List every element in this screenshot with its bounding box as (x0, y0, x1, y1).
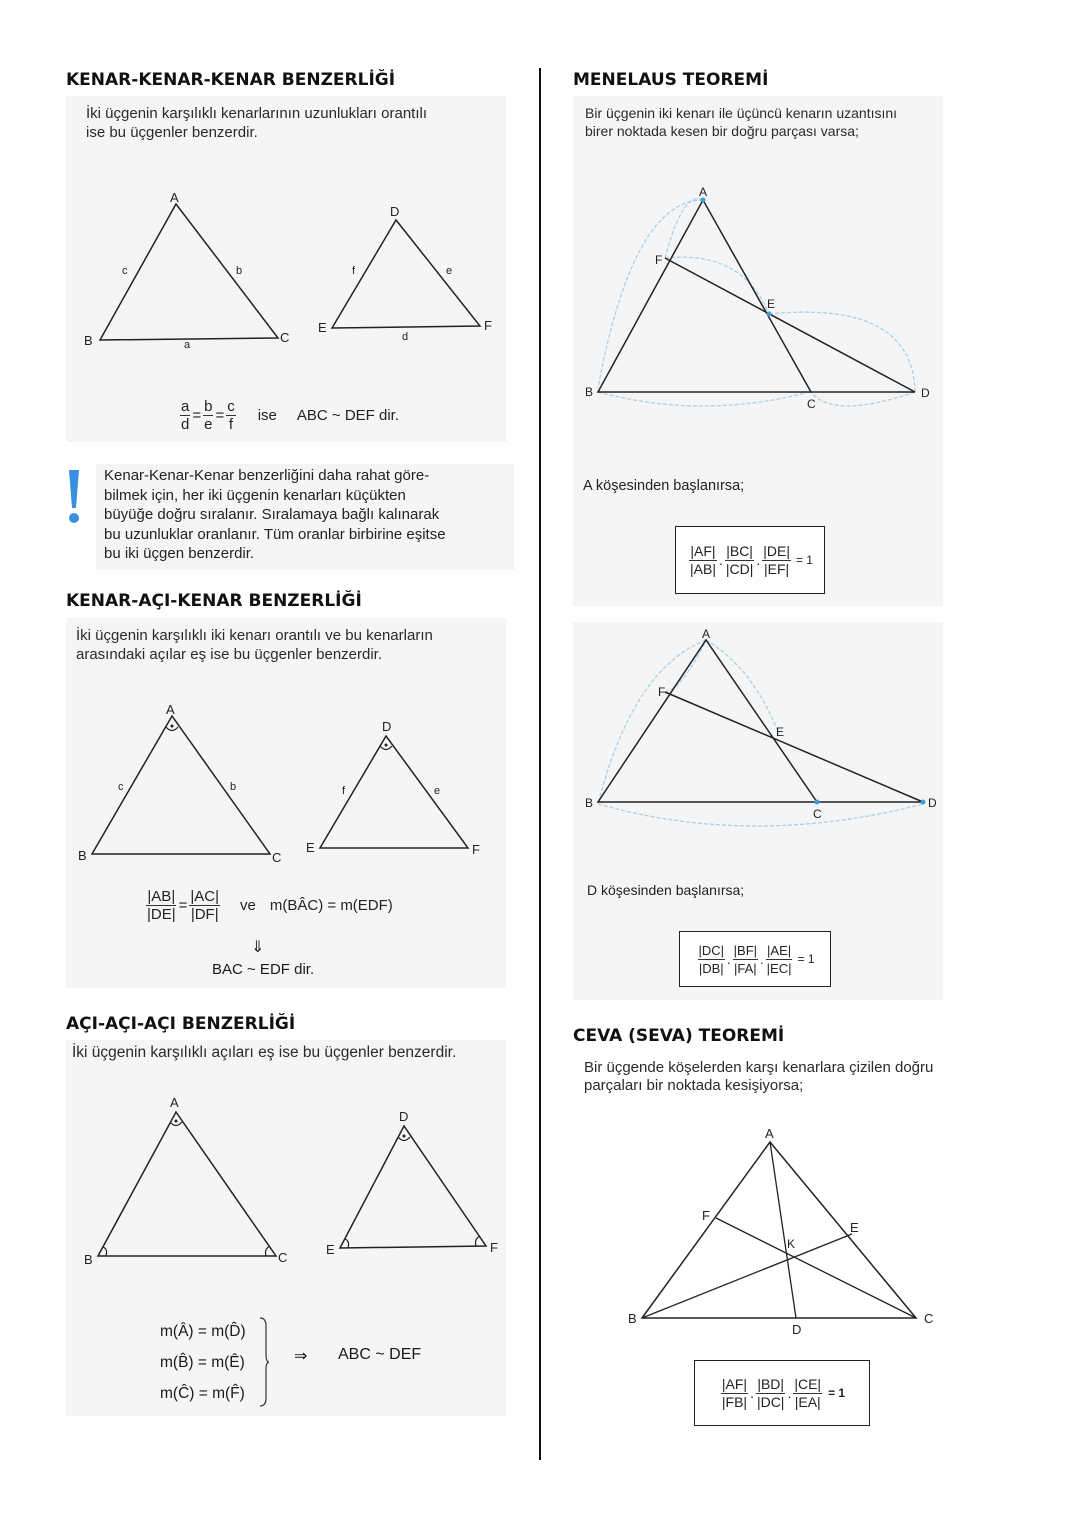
menelaus-figure-2 (573, 628, 943, 828)
equals: = (215, 407, 225, 424)
equals-one: = 1 (795, 553, 813, 567)
label-c: C (280, 330, 290, 345)
label-a: A (170, 1095, 179, 1110)
angle-equality-a-d: m(Â) = m(D̂) (160, 1323, 246, 1340)
sas-angle-equality: m(BÂC) = m(EDF) (269, 897, 393, 914)
fraction (756, 1376, 786, 1411)
aaa-title: AÇI-AÇI-AÇI BENZERLİĞİ (66, 1014, 296, 1034)
num: |BC| (726, 542, 753, 559)
side-b: b (230, 781, 237, 793)
num: |BF| (733, 942, 758, 958)
angle-equality-c-f: m(Ĉ) = m(F̂) (160, 1385, 245, 1402)
cevian-be (642, 1234, 852, 1318)
arc (598, 392, 809, 406)
num: |AC| (190, 888, 220, 905)
label-c: C (807, 397, 816, 411)
arc (665, 199, 703, 258)
num: |BD| (757, 1375, 785, 1392)
menelaus-formula-d (679, 931, 831, 987)
num: |AF| (721, 1375, 748, 1392)
side-e: e (446, 265, 453, 277)
sas-title: KENAR-AÇI-KENAR BENZERLİĞİ (66, 591, 362, 611)
angle-mark-d (398, 1137, 410, 1141)
label-f: F (484, 318, 492, 333)
aaa-result: ABC ~ DEF (338, 1346, 422, 1363)
equals-one: = 1 (828, 1386, 846, 1400)
menelaus-title: MENELAUS TEOREMİ (573, 70, 769, 90)
den: |DE| (147, 906, 176, 923)
note-line: bilmek için, her iki üçgenin kenarları küçükten (104, 486, 406, 504)
equals-one: = 1 (797, 952, 815, 966)
label-d: D (399, 1109, 409, 1124)
sas-triangles (66, 700, 506, 870)
arc (706, 640, 779, 734)
fraction-ac-df (189, 888, 220, 923)
label-b: B (585, 796, 594, 810)
note-line: bu uzunluklar oranlanır. Tüm oranlar birbirine eşitse (104, 525, 446, 543)
label-a: A (699, 185, 708, 199)
right-brace (258, 1316, 270, 1408)
sas-text-line1: İki üçgenin karşılıklı iki kenarı orantılı ve bu kenarların (76, 627, 433, 644)
sss-result: ABC ~ DEF dir. (296, 407, 400, 424)
ceva-title: CEVA (SEVA) TEOREMİ (573, 1026, 785, 1046)
side-c: c (118, 781, 124, 793)
angle-dot (403, 1135, 406, 1138)
label-d: D (792, 1322, 802, 1337)
angle-dot (385, 744, 388, 747)
menelaus-text-line2: birer noktada kesen bir doğru parçası varsa; (585, 123, 859, 139)
label-b: B (628, 1311, 637, 1326)
den: |DB| (698, 960, 724, 976)
point-c (815, 800, 820, 805)
label-k: K (787, 1237, 796, 1251)
fraction-ab-de (146, 888, 177, 923)
sas-text-line2: arasındaki açılar eş ise bu üçgenler benzerdir. (76, 646, 383, 663)
side-d: d (402, 331, 409, 343)
ceva-figure (620, 1120, 940, 1340)
angle-mark-e (345, 1239, 349, 1248)
label-e: E (850, 1220, 859, 1235)
triangle-abc (98, 1112, 276, 1256)
menelaus-figure-1 (573, 180, 943, 420)
triangle-def (340, 1126, 486, 1248)
label-f: F (702, 1208, 710, 1223)
angle-equality-b-e: m(B̂) = m(Ê) (160, 1354, 245, 1371)
side-c: c (122, 265, 128, 277)
fraction (793, 1376, 822, 1411)
num: c (227, 398, 235, 415)
num: |DC| (698, 942, 725, 958)
label-c: C (924, 1311, 934, 1326)
sss-triangles (66, 180, 506, 360)
den: d (181, 416, 190, 433)
sas-result: BAC ~ EDF dir. (212, 961, 315, 978)
point-d (921, 800, 926, 805)
fraction (698, 942, 726, 977)
label-d: D (382, 719, 392, 734)
start-a-text: A köşesinden başlanırsa; (583, 478, 745, 494)
den: |FB| (721, 1393, 748, 1410)
sas-description (76, 626, 433, 664)
label-d: D (928, 796, 937, 810)
angle-mark-a (166, 727, 178, 731)
fraction-a-d (180, 398, 190, 433)
note-line: bu iki üçgen benzerdir. (104, 545, 255, 562)
label-a: A (170, 190, 179, 205)
den: e (204, 416, 213, 433)
cevian-cf (716, 1218, 916, 1318)
num: |AE| (767, 942, 792, 958)
sss-title: KENAR-KENAR-KENAR BENZERLİĞİ (66, 70, 396, 90)
label-b: B (78, 848, 87, 863)
fraction (766, 942, 793, 977)
transversal-fd (665, 692, 923, 802)
label-a: A (765, 1126, 774, 1141)
sss-formula (178, 398, 399, 433)
sss-text-line2: ise bu üçgenler benzerdir. (86, 124, 258, 141)
ve-text: ve (240, 897, 256, 914)
side-e: e (434, 785, 441, 797)
num: |AB| (147, 888, 176, 905)
fraction-b-e (203, 398, 213, 433)
fraction (762, 543, 791, 578)
equals: = (178, 897, 188, 914)
den: |DF| (190, 906, 219, 923)
angle-mark-a (170, 1122, 182, 1126)
num: |DE| (763, 542, 790, 559)
exclamation-icon (66, 468, 82, 526)
num: |AF| (690, 542, 716, 559)
angle-dot (175, 1120, 178, 1123)
ceva-description (584, 1059, 933, 1095)
label-b: B (585, 385, 594, 399)
ise-text: ise (257, 407, 277, 424)
fraction-c-f (226, 398, 236, 433)
menelaus-description (585, 104, 897, 140)
den: f (228, 416, 234, 433)
ceva-text-line1: Bir üçgende köşelerden karşı kenarlara çizilen doğru (584, 1059, 934, 1076)
point-e (767, 312, 772, 317)
den: |DC| (756, 1393, 785, 1410)
sas-formula (144, 888, 393, 923)
label-f: F (658, 685, 666, 699)
den: |AB| (690, 560, 716, 577)
sss-description (86, 104, 427, 142)
side-f: f (342, 785, 346, 797)
angle-mark-d (380, 746, 392, 750)
triangle-abc (598, 200, 811, 392)
den: |EC| (766, 960, 792, 976)
start-d-text: D köşesinden başlanırsa; (587, 882, 745, 898)
side-f: f (352, 265, 356, 277)
side-b: b (236, 265, 243, 277)
ceva-formula (694, 1360, 870, 1426)
den: |EF| (764, 560, 790, 577)
sss-text-line1: İki üçgenin karşılıklı kenarlarının uzunlukları orantılı (86, 105, 427, 122)
angle-dot (171, 725, 174, 728)
aaa-description: İki üçgenin karşılıklı açıları eş ise bu üçgenler benzerdir. (72, 1044, 457, 1061)
arc (665, 640, 706, 692)
label-d: D (921, 386, 930, 400)
menelaus-formula-a (675, 526, 825, 594)
label-e: E (326, 1242, 335, 1257)
transversal-fd (665, 258, 915, 392)
dot: . (787, 1385, 792, 1401)
column-divider (539, 68, 541, 1460)
label-e: E (767, 297, 776, 311)
label-e: E (318, 320, 327, 335)
equals: = (192, 407, 202, 424)
label-c: C (272, 850, 282, 865)
implies-arrow-icon: ⇒ (294, 1348, 308, 1365)
dot: . (727, 951, 731, 967)
label-b: B (84, 1252, 93, 1267)
triangle-abc (642, 1142, 916, 1318)
implies-down-arrow-icon: ⇓ (251, 939, 265, 956)
label-a: A (702, 628, 711, 641)
menelaus-text-line1: Bir üçgenin iki kenarı ile üçüncü kenarın uzantısını (585, 105, 898, 121)
num: |CE| (794, 1375, 822, 1392)
label-d: D (390, 204, 400, 219)
dot: . (718, 552, 723, 568)
arc (598, 804, 923, 826)
ceva-text-line2: parçaları bir noktada kesişiyorsa; (584, 1077, 804, 1094)
aaa-triangles (66, 1090, 506, 1270)
fraction (721, 1376, 748, 1411)
fraction (725, 543, 755, 578)
num: a (181, 398, 190, 415)
note-line: Kenar-Kenar-Kenar benzerliğini daha rahat göre- (104, 467, 430, 484)
fraction (689, 543, 717, 578)
label-f: F (655, 253, 663, 267)
arc (811, 392, 915, 406)
side-a: a (184, 339, 191, 351)
note-line: büyüğe doğru sıralanır. Sıralamaya bağlı kalınarak (104, 506, 440, 523)
label-e: E (776, 725, 785, 739)
num: b (204, 398, 213, 415)
label-f: F (472, 842, 480, 857)
label-f: F (490, 1240, 498, 1255)
aaa-angle-equalities (160, 1316, 246, 1409)
angle-mark-b (103, 1247, 107, 1256)
dot: . (750, 1385, 754, 1401)
den: |EA| (794, 1393, 821, 1410)
fraction (733, 942, 758, 977)
label-a: A (166, 702, 175, 717)
dot: . (756, 552, 761, 568)
den: |CD| (725, 560, 754, 577)
triangle-abc (598, 640, 817, 802)
label-c: C (278, 1250, 288, 1265)
sss-note (96, 464, 514, 570)
dot: . (760, 951, 764, 967)
label-e: E (306, 840, 315, 855)
label-c: C (813, 807, 822, 821)
label-b: B (84, 333, 93, 348)
den: |FA| (734, 960, 757, 976)
